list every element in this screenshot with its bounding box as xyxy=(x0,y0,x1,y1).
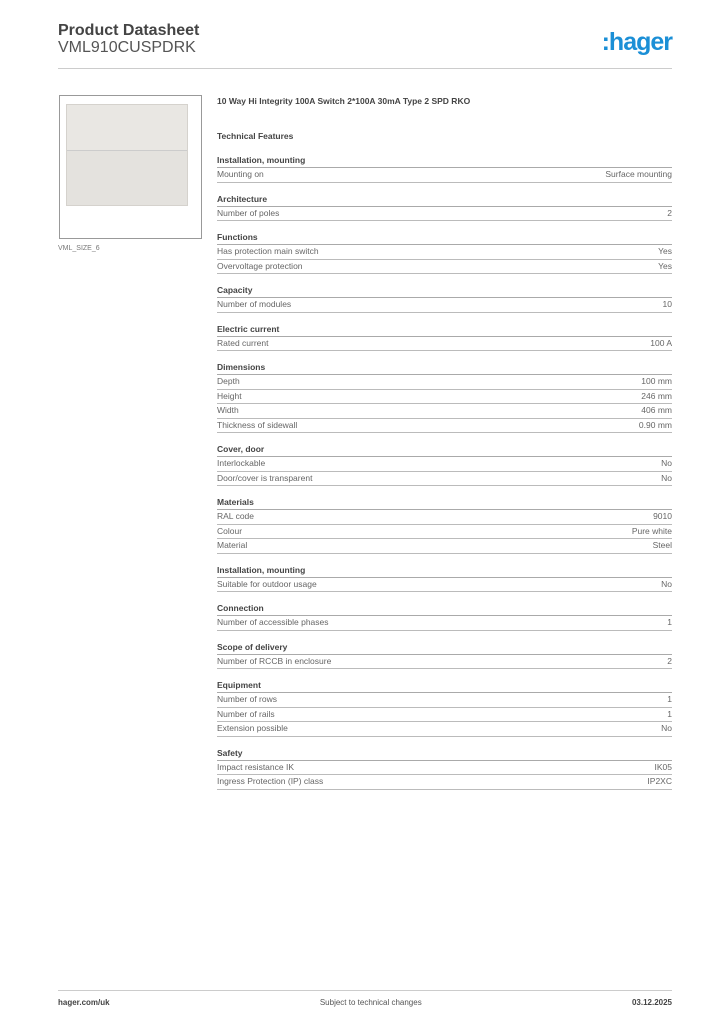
spec-label: Material xyxy=(217,540,248,550)
spec-label: Rated current xyxy=(217,337,269,348)
section-title: Capacity xyxy=(217,283,672,298)
spec-label: Interlockable xyxy=(217,458,266,468)
footer-date: 03.12.2025 xyxy=(631,998,672,1007)
spec-value: 1 xyxy=(667,708,672,719)
spec-value: No xyxy=(661,458,672,468)
spec-row xyxy=(217,525,672,540)
spec-section xyxy=(217,153,672,183)
spec-value: 246 mm xyxy=(641,390,672,401)
spec-section xyxy=(217,283,672,313)
spec-value: 100 A xyxy=(650,337,672,348)
spec-section xyxy=(217,442,672,486)
spec-sections xyxy=(217,153,672,790)
spec-value: Surface mounting xyxy=(605,169,672,179)
footer-notice: Subject to technical changes xyxy=(319,998,422,1007)
spec-label: Has protection main switch xyxy=(217,246,319,256)
product-image xyxy=(59,95,202,239)
spec-section xyxy=(217,678,672,737)
spec-label: Impact resistance IK xyxy=(217,761,295,772)
spec-section xyxy=(217,495,672,554)
section-title: Scope of delivery xyxy=(217,640,672,655)
spec-label: Width xyxy=(217,405,239,415)
section-title: Electric current xyxy=(217,322,672,337)
spec-value: 100 mm xyxy=(641,376,672,386)
spec-label: Number of modules xyxy=(217,299,292,309)
section-title: Installation, mounting xyxy=(217,563,672,578)
spec-row xyxy=(217,260,672,275)
spec-section xyxy=(217,230,672,274)
image-caption: VML_SIZE_6 xyxy=(58,245,100,252)
spec-row xyxy=(217,510,672,525)
spec-value: No xyxy=(661,578,672,589)
spec-label: Number of RCCB in enclosure xyxy=(217,655,332,666)
spec-label: Number of rows xyxy=(217,694,277,704)
spec-value: 1 xyxy=(667,617,672,627)
spec-row xyxy=(217,693,672,708)
spec-label: Extension possible xyxy=(217,723,288,733)
technical-features-heading: Technical Features xyxy=(217,131,294,141)
spec-label: Depth xyxy=(217,376,240,386)
spec-section xyxy=(217,360,672,433)
spec-value: IP2XC xyxy=(647,776,672,786)
spec-label: Thickness of sidewall xyxy=(217,419,298,430)
spec-value: Yes xyxy=(658,246,672,256)
spec-row xyxy=(217,539,672,554)
spec-row xyxy=(217,722,672,737)
product-code: VML910CUSPDRK xyxy=(58,39,196,56)
spec-row xyxy=(217,457,672,472)
hager-logo: :hager xyxy=(601,28,672,56)
section-title: Installation, mounting xyxy=(217,153,672,168)
spec-row xyxy=(217,245,672,260)
section-title: Architecture xyxy=(217,192,672,207)
spec-value: 9010 xyxy=(653,511,672,521)
section-title: Safety xyxy=(217,746,672,761)
section-title: Materials xyxy=(217,495,672,510)
spec-value: Steel xyxy=(652,540,672,550)
spec-label: RAL code xyxy=(217,511,255,521)
spec-row xyxy=(217,775,672,790)
spec-value: No xyxy=(661,472,672,483)
section-title: Cover, door xyxy=(217,442,672,457)
spec-label: Overvoltage protection xyxy=(217,260,303,271)
spec-section xyxy=(217,640,672,670)
spec-label: Number of accessible phases xyxy=(217,617,329,627)
section-title: Dimensions xyxy=(217,360,672,375)
spec-value: 2 xyxy=(667,655,672,666)
spec-section xyxy=(217,192,672,222)
spec-content xyxy=(217,95,672,799)
spec-value: 10 xyxy=(662,299,672,309)
spec-row xyxy=(217,390,672,405)
spec-row xyxy=(217,472,672,487)
footer xyxy=(58,990,672,1007)
spec-section xyxy=(217,601,672,631)
spec-section xyxy=(217,746,672,790)
spec-value: Yes xyxy=(658,260,672,271)
spec-row xyxy=(217,708,672,723)
footer-website[interactable]: hager.com/uk xyxy=(58,998,110,1007)
spec-row xyxy=(217,404,672,419)
spec-row xyxy=(217,207,672,222)
spec-section xyxy=(217,563,672,593)
spec-row xyxy=(217,168,672,183)
spec-row xyxy=(217,655,672,670)
spec-label: Height xyxy=(217,390,242,401)
spec-row xyxy=(217,337,672,352)
product-description: 10 Way Hi Integrity 100A Switch 2*100A 30mA Type 2 SPD RKO xyxy=(217,96,471,106)
page-title: Product Datasheet xyxy=(58,22,200,39)
spec-value: IK05 xyxy=(654,761,672,772)
spec-label: Colour xyxy=(217,525,243,536)
spec-label: Number of rails xyxy=(217,708,275,719)
spec-row xyxy=(217,298,672,313)
spec-value: 0.90 mm xyxy=(638,419,672,430)
spec-row xyxy=(217,578,672,593)
spec-value: Pure white xyxy=(631,525,672,536)
spec-value: 406 mm xyxy=(641,405,672,415)
section-title: Equipment xyxy=(217,678,672,693)
section-title: Functions xyxy=(217,230,672,245)
spec-value: No xyxy=(661,723,672,733)
spec-label: Suitable for outdoor usage xyxy=(217,578,317,589)
spec-value: 2 xyxy=(667,207,672,218)
header-divider xyxy=(58,68,672,69)
spec-label: Door/cover is transparent xyxy=(217,472,313,483)
spec-row xyxy=(217,419,672,434)
spec-section xyxy=(217,322,672,352)
spec-label: Ingress Protection (IP) class xyxy=(217,776,324,786)
spec-label: Number of poles xyxy=(217,207,280,218)
section-title: Connection xyxy=(217,601,672,616)
spec-label: Mounting on xyxy=(217,169,264,179)
spec-row xyxy=(217,616,672,631)
spec-row xyxy=(217,375,672,390)
enclosure-illustration xyxy=(66,104,188,206)
spec-value: 1 xyxy=(667,694,672,704)
spec-row xyxy=(217,761,672,776)
